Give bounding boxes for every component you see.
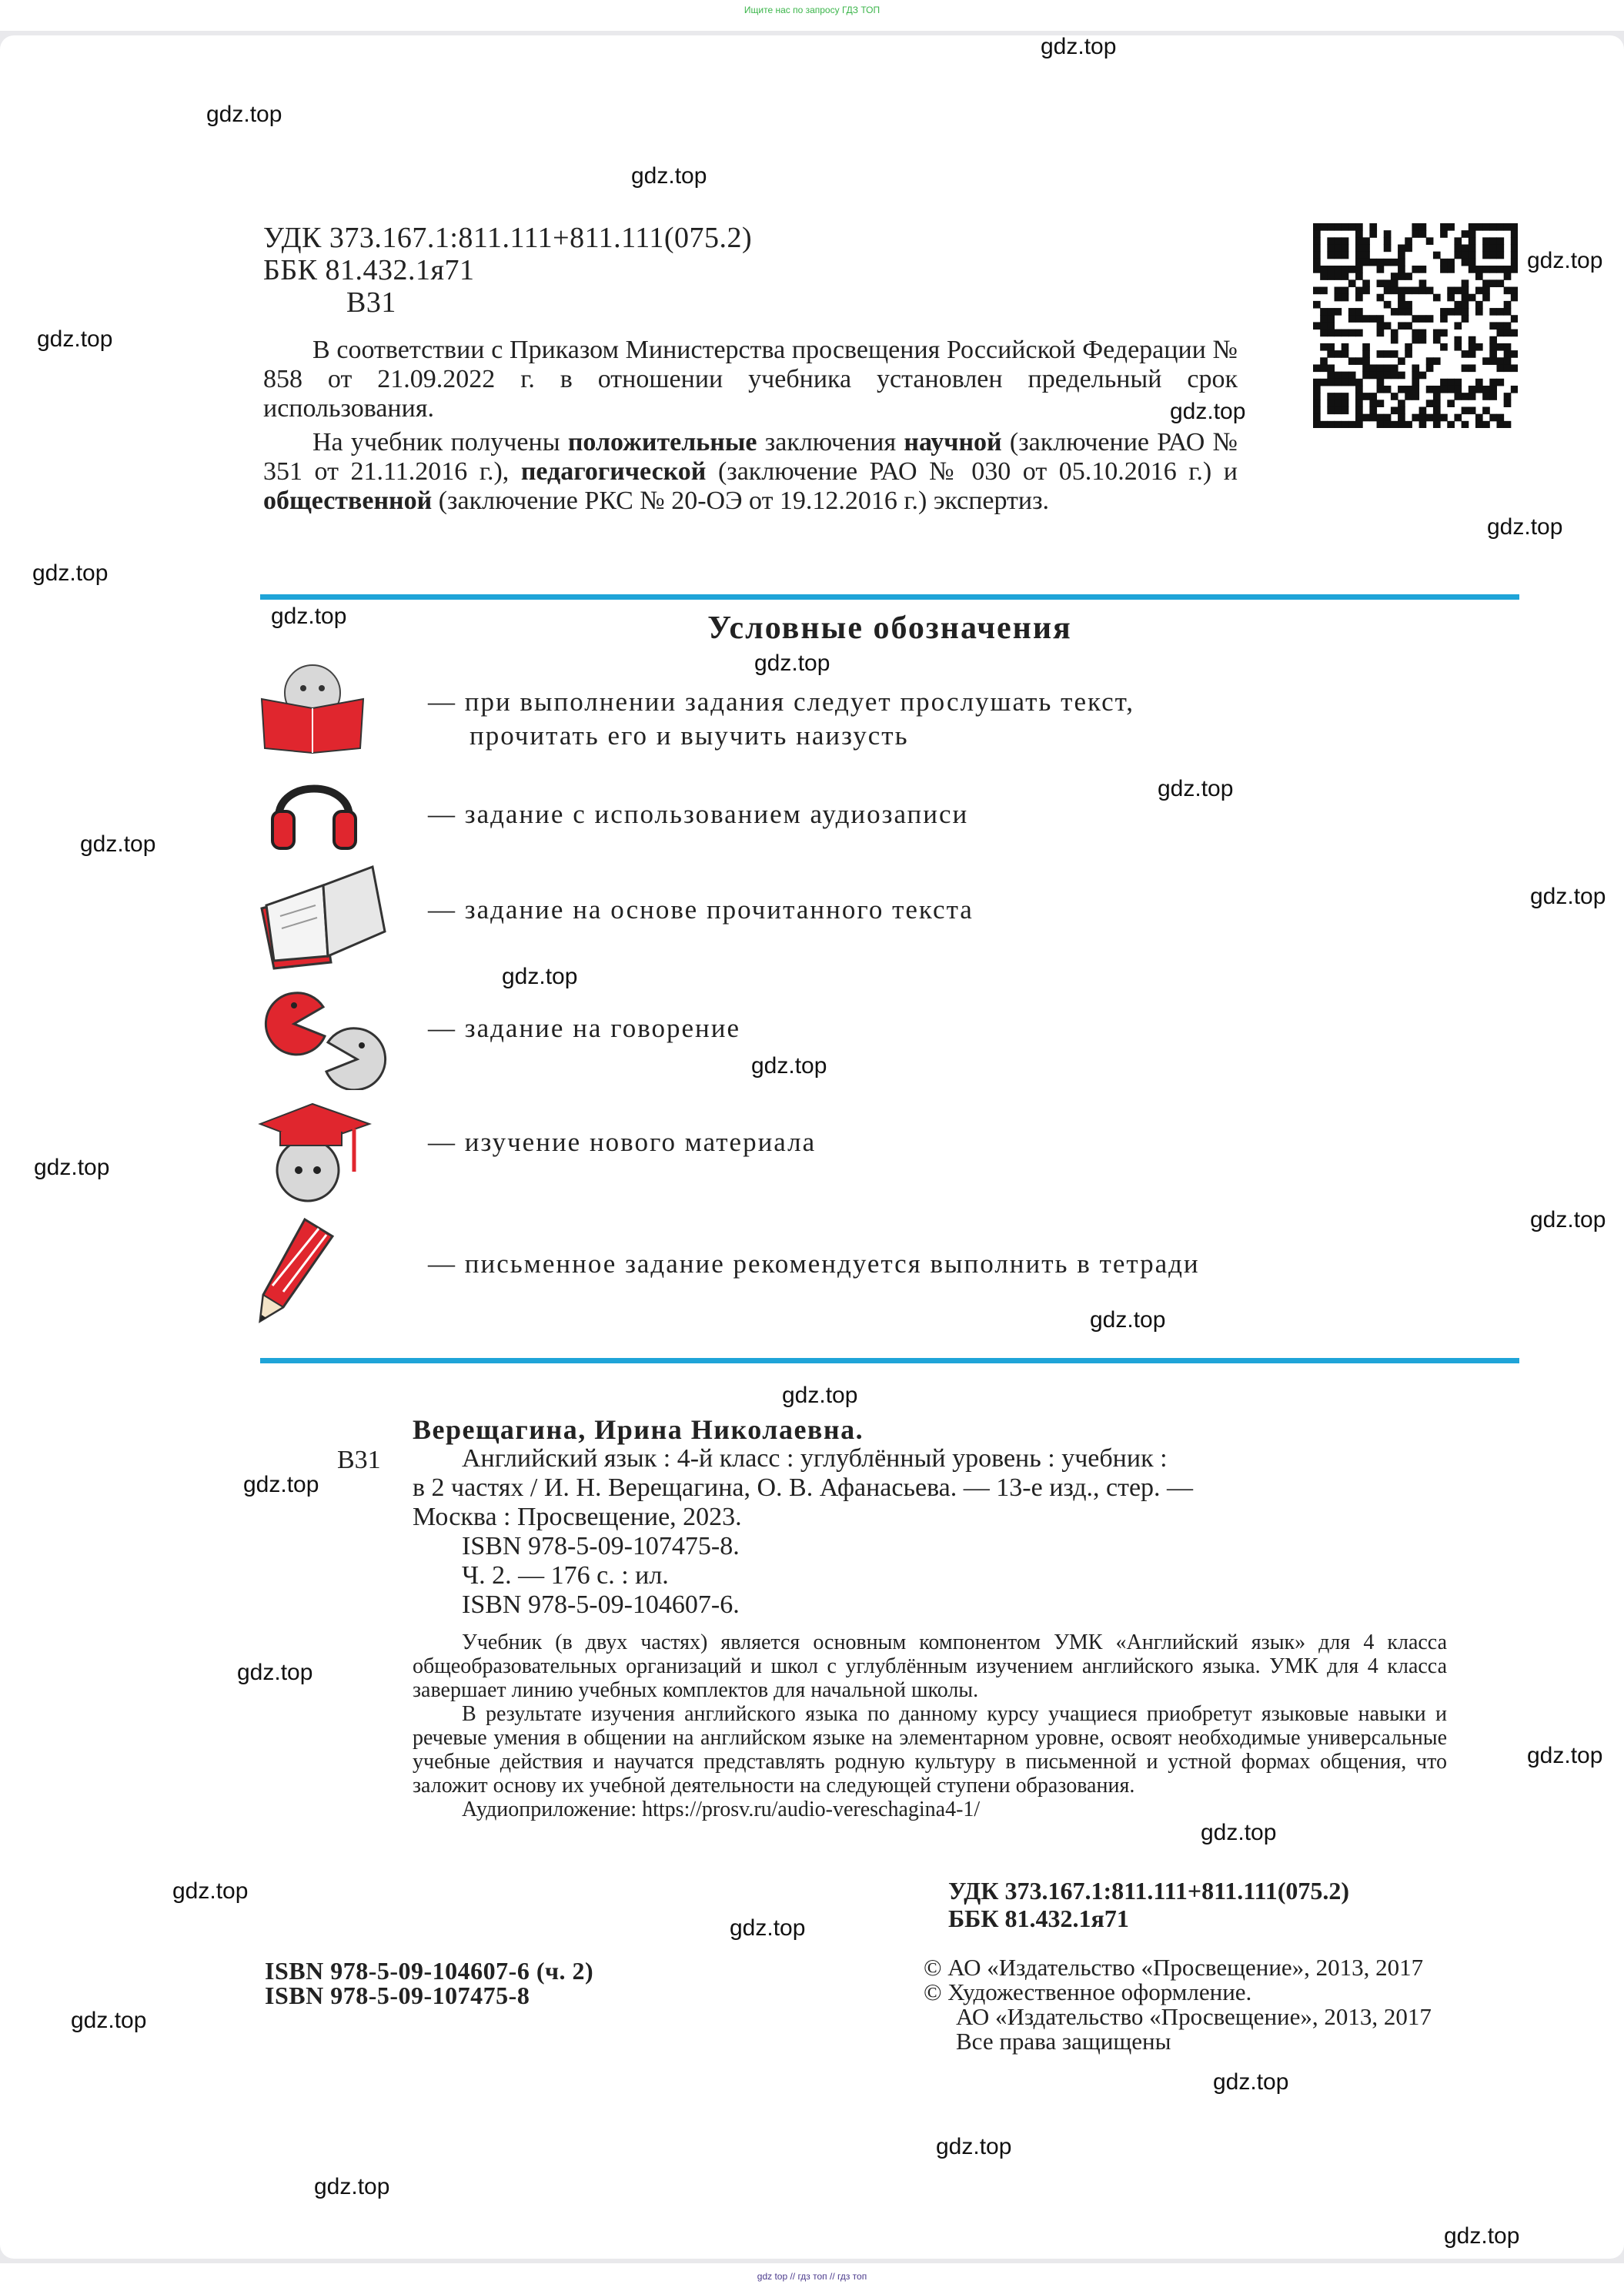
watermark: gdz.top (1487, 514, 1563, 540)
reviews-notice (263, 428, 1238, 516)
legend-text: — при выполнении задания следует прослушать текст, (428, 687, 1135, 717)
watermark: gdz.top (206, 102, 282, 127)
book-description (413, 1630, 1447, 1821)
watermark: gdz.top (1530, 884, 1606, 909)
reviews-scientific: научной (904, 428, 1002, 457)
footer-links[interactable]: gdz top // гдз топ // гдз топ (757, 2271, 867, 2282)
legend-item-writing: — письменное задание рекомендуется выполнить в тетради (428, 1249, 1200, 1279)
watermark: gdz.top (502, 964, 578, 989)
watermark: gdz.top (1444, 2223, 1520, 2249)
watermark: gdz.top (80, 831, 156, 857)
reviews-positive: положительные (567, 428, 757, 457)
watermark: gdz.top (751, 1053, 827, 1079)
watermark: gdz.top (1527, 1743, 1603, 1768)
copyright-line: Все права защищены (956, 2028, 1171, 2055)
legend-item-listen (428, 685, 1134, 753)
reviews-prefix: На учебник получены (312, 428, 568, 457)
legend-item-speaking: — задание на говорение (428, 1013, 741, 1043)
watermark: gdz.top (631, 163, 707, 189)
watermark: gdz.top (1158, 776, 1234, 801)
copyright-line: АО «Издательство «Просвещение», 2013, 2017 (956, 2003, 1432, 2030)
book-isbn-part: ISBN 978-5-09-104607-6. (462, 1590, 740, 1619)
top-divider (260, 594, 1519, 600)
pencil-icon (257, 1215, 339, 1324)
watermark: gdz.top (1213, 2069, 1289, 2095)
book-title-line: Английский язык : 4-й класс : углублённый уровень : учебник : (462, 1444, 1168, 1473)
book-title-line: в 2 частях / И. Н. Верещагина, О. В. Афанасьева. — 13-е изд., стер. — (413, 1473, 1194, 1502)
legend-item-audio: — задание с использованием аудиозаписи (428, 799, 969, 829)
bibliography-classification (948, 1877, 1349, 1932)
watermark: gdz.top (271, 604, 347, 629)
headphones-icon (269, 764, 359, 851)
watermark: gdz.top (782, 1383, 858, 1408)
open-book-icon (257, 862, 389, 972)
qr-code-icon[interactable] (1313, 223, 1518, 428)
reviews-mid2: (заключение РАО № 351 от 21.11.2016 г.), (263, 428, 1238, 486)
watermark: gdz.top (34, 1155, 110, 1180)
legend-item-reading: — задание на основе прочитанного текста (428, 895, 974, 925)
watermark: gdz.top (1090, 1307, 1166, 1333)
isbn-full-set: ISBN 978-5-09-107475-8 (265, 1982, 530, 2009)
watermark: gdz.top (1527, 248, 1603, 273)
graduation-cap-icon (257, 1101, 373, 1206)
watermark: gdz.top (1530, 1207, 1606, 1232)
book-title-line: Москва : Просвещение, 2023. (413, 1503, 742, 1531)
udk-code: УДК 373.167.1:811.111+811.111(075.2) (263, 222, 753, 254)
book-author: Верещагина, Ирина Николаевна. (413, 1414, 864, 1445)
watermark: gdz.top (237, 1660, 313, 1685)
bibliography-code: В31 (337, 1446, 381, 1474)
reviews-mid1: заключения (757, 428, 904, 457)
udk-code-bold: УДК 373.167.1:811.111+811.111(075.2) (948, 1877, 1350, 1905)
ad-link[interactable]: Ищите нас по запросу ГДЗ ТОП (743, 5, 881, 15)
bbk-code: ББК 81.432.1я71 (263, 254, 475, 286)
copyright-block (924, 1955, 1432, 2054)
isbn-block (265, 1958, 593, 2008)
speaking-faces-icon (257, 987, 396, 1090)
reviews-public: общественной (263, 487, 433, 515)
order-notice: В соответствии с Приказом Министерства просвещения Российской Федерации № 858 от 21.09.2022 г. в отношении учебника установлен предельный срок использования. (263, 336, 1238, 423)
watermark: gdz.top (1170, 399, 1246, 424)
legend-item-new-material: — изучение нового материала (428, 1127, 817, 1157)
top-ad-bar (0, 0, 1624, 31)
description-paragraph: Учебник (в двух частях) является основным компонентом УМК «Английский язык» для 4 класса общеобразовательных организаций и школ с углублённым изучением английского языка. УМК для 4 класса завершает линию учебных комплектов для начальной школы. (413, 1630, 1447, 1702)
reading-face-icon (259, 662, 366, 754)
notice-block (263, 336, 1238, 516)
book-part: Ч. 2. — 176 с. : ил. (462, 1561, 669, 1590)
author-code: В31 (346, 286, 396, 319)
watermark: gdz.top (1201, 1820, 1277, 1845)
bottom-divider (260, 1358, 1519, 1363)
copyright-line: © Художественное оформление. (924, 1978, 1252, 2005)
legend-title: Условные обозначения (707, 610, 1072, 646)
reviews-mid3: (заключение РАО № 030 от 05.10.2016 г.) и (706, 457, 1238, 486)
bbk-code-bold: ББК 81.432.1я71 (948, 1905, 1129, 1932)
copyright-line: © АО «Издательство «Просвещение», 2013, 2017 (924, 1954, 1424, 1981)
book-isbn: ISBN 978-5-09-107475-8. (462, 1532, 740, 1560)
watermark: gdz.top (243, 1472, 319, 1497)
isbn-part-2: ISBN 978-5-09-104607-6 (ч. 2) (265, 1957, 594, 1985)
bibliography-block (413, 1415, 1447, 1620)
watermark: gdz.top (936, 2134, 1012, 2159)
classification-block (263, 222, 752, 319)
watermark: gdz.top (1041, 34, 1117, 59)
bottom-links-bar (0, 2263, 1624, 2291)
watermark: gdz.top (172, 1878, 249, 1904)
watermark: gdz.top (37, 326, 113, 352)
watermark: gdz.top (754, 651, 830, 676)
audio-link[interactable]: Аудиоприложение: https://prosv.ru/audio-vereschagina4-1/ (462, 1798, 981, 1821)
reviews-suffix: (заключение РКС № 20-ОЭ от 19.12.2016 г.) экспертиз. (432, 487, 1050, 515)
description-paragraph: В результате изучения английского языка по данному курсу учащиеся приобретут языковые навыки и речевые умения в общении на английском языке на элементарном уровне, освоят необходимые универсальные учебные действия и научатся представлять родную культуру в письменной и устной формах общения, что заложит основу их учебной деятельности на следующей ступени образования. (413, 1702, 1447, 1798)
watermark: gdz.top (32, 560, 109, 586)
watermark: gdz.top (71, 2008, 147, 2033)
watermark: gdz.top (730, 1915, 806, 1941)
reviews-pedagogical: педагогической (520, 457, 707, 486)
legend-text-continued: прочитать его и выучить наизусть (469, 721, 909, 751)
watermark: gdz.top (314, 2174, 390, 2199)
